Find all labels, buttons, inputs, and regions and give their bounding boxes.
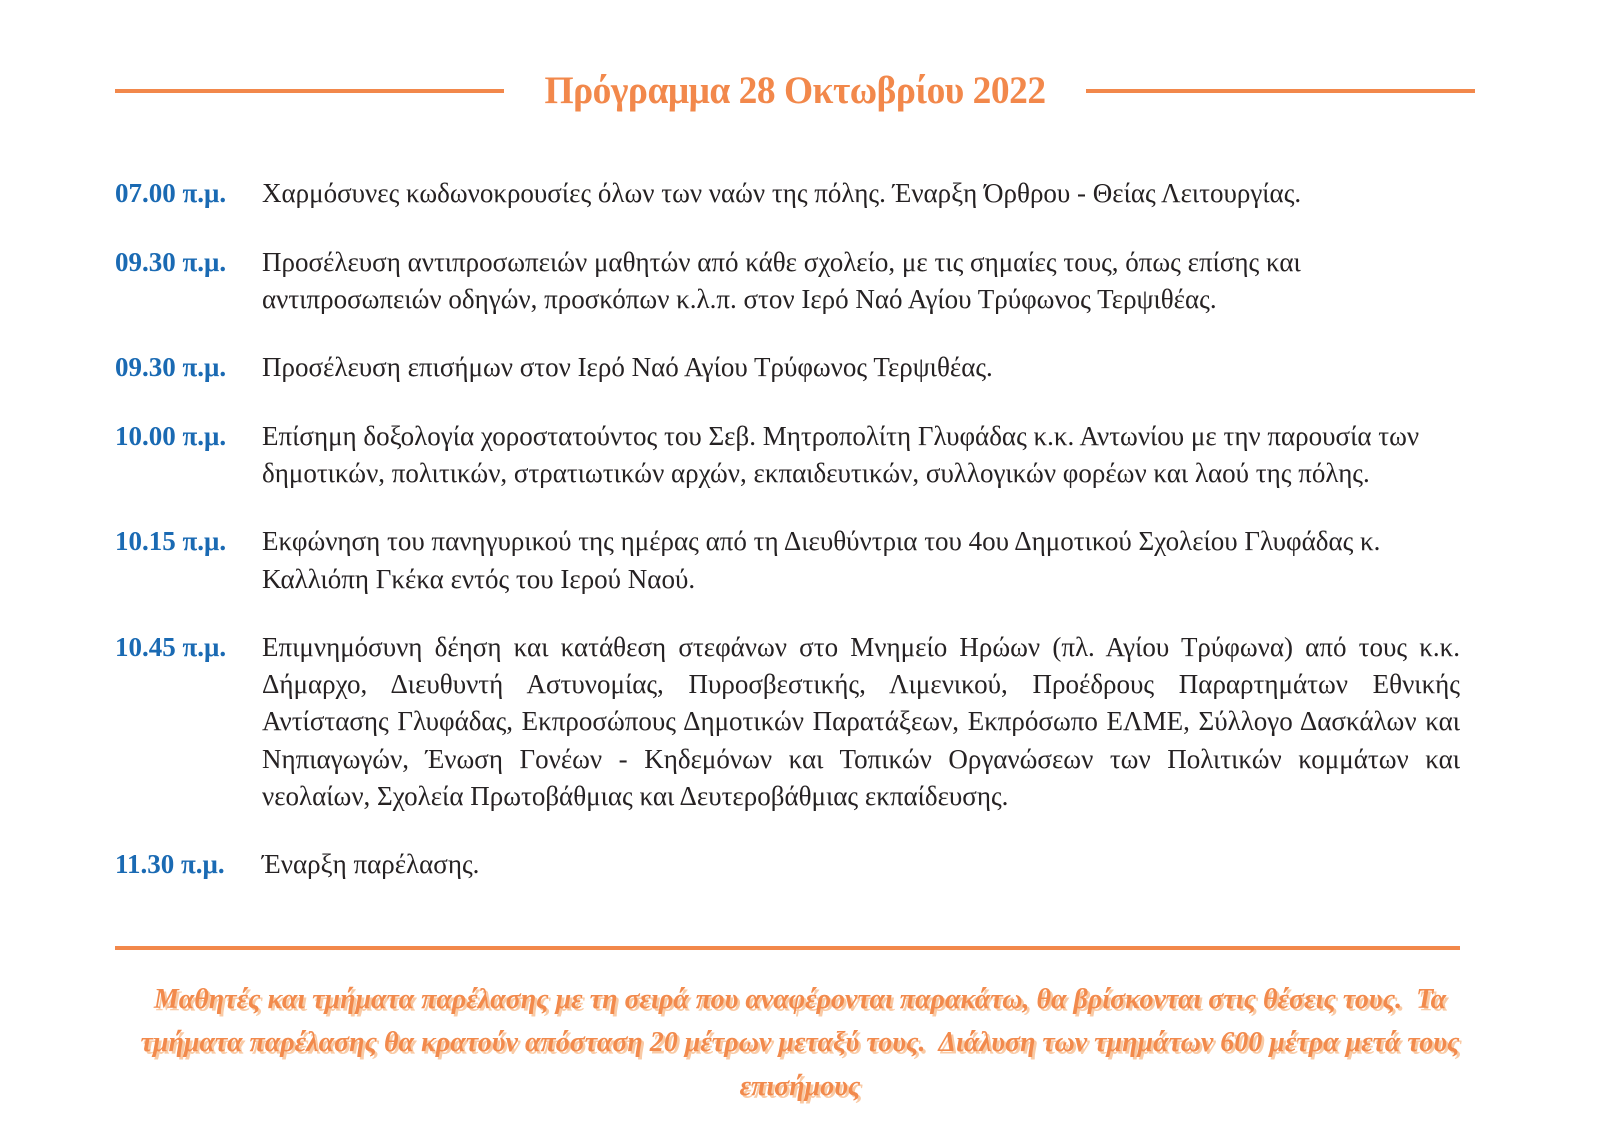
schedule-item	[115, 349, 1460, 387]
schedule-text: Επίσημη δοξολογία χοροστατούντος του Σεβ. Μητροπολίτη Γλυφάδας κ.κ. Αντωνίου με την παρουσία των δημοτικών, πολιτικών, στρατιωτικών αρχών, εκπαιδευτικών, συλλογικών φορέων και λαού της πόλης.	[262, 420, 1420, 489]
schedule-text: Προσέλευση επισήμων στον Ιερό Ναό Αγίου Τρύφωνος Τερψιθέας.	[262, 352, 993, 383]
schedule-time-label: 10.45 π.μ.	[115, 631, 227, 662]
schedule-item	[115, 175, 1460, 213]
footer-note: Μαθητές και τμήματα παρέλασης με τη σειρά που αναφέρονται παρακάτω, θα βρίσκονται στις θέσεις τους. Τα τμήματα παρέλασης θα κρατούν απόσταση 20 μέτρων μεταξύ τους. Διάλυση των τμημάτων 600 μέτρα μετά τους επισήμους	[140, 984, 1467, 1102]
schedule-time-label: 09.30 π.μ.	[115, 246, 227, 277]
schedule-item	[115, 523, 1460, 598]
schedule-time-label: 11.30 π.μ.	[115, 849, 225, 880]
schedule-text: Επιμνημόσυνη δέηση και κατάθεση στεφάνων στο Μνημείο Ηρώων (πλ. Αγίου Τρύφωνα) από τους κ.κ. Δήμαρχο, Διευθυντή Αστυνομίας, Πυροσβεστικής, Λιμενικού, Προέδρους Παραρτημάτων Εθνικής Αντίστασης Γλυφάδας, Εκπροσώπους Δημοτικών Παρατάξεων, Εκπρόσωπο ΕΛΜΕ, Σύλλογο Δασκάλων και Νηπιαγωγών, Ένωση Γονέων - Κηδεμόνων και Τοπικών Οργανώσεων των Πολιτικών κομμάτων και νεολαίων, Σχολεία Πρωτοβάθμιας και Δευτεροβάθμιας εκπαίδευσης.	[262, 631, 1460, 811]
document-header	[115, 70, 1475, 113]
schedule-text: Χαρμόσυνες κωδωνοκρουσίες όλων των ναών της πόλης. Έναρξη Όρθρου - Θείας Λειτουργίας.	[262, 177, 1302, 208]
schedule-item	[115, 846, 1460, 884]
title-left-rule	[115, 89, 504, 93]
schedule-item	[115, 244, 1460, 319]
schedule-text: Προσέλευση αντιπροσωπειών μαθητών από κάθε σχολείο, με τις σημαίες τους, όπως επίσης και αντιπροσωπειών οδηγών, προσκόπων κ.λ.π. στον Ιερό Ναό Αγίου Τρύφωνος Τερψιθέας.	[262, 246, 1301, 314]
page-title: Πρόγραμμα 28 Οκτωβρίου 2022	[544, 69, 1046, 112]
footer-divider-rule	[115, 946, 1460, 950]
schedule-time-label: 09.30 π.μ.	[115, 352, 227, 383]
schedule-time-label: 07.00 π.μ.	[115, 177, 227, 208]
schedule-time-label: 10.15 π.μ.	[115, 526, 227, 557]
schedule-time-label: 10.00 π.μ.	[115, 420, 227, 451]
schedule-item	[115, 629, 1460, 815]
schedule-list	[115, 175, 1460, 884]
schedule-text: Εκφώνηση του πανηγυρικού της ημέρας από τη Διευθύντρια του 4ου Δημοτικού Σχολείου Γλυφάδας κ. Καλλιόπη Γκέκα εντός του Ιερού Ναού.	[262, 526, 1381, 594]
title-right-rule	[1086, 89, 1475, 93]
schedule-text: Έναρξη παρέλασης.	[262, 849, 480, 880]
schedule-item	[115, 418, 1460, 493]
